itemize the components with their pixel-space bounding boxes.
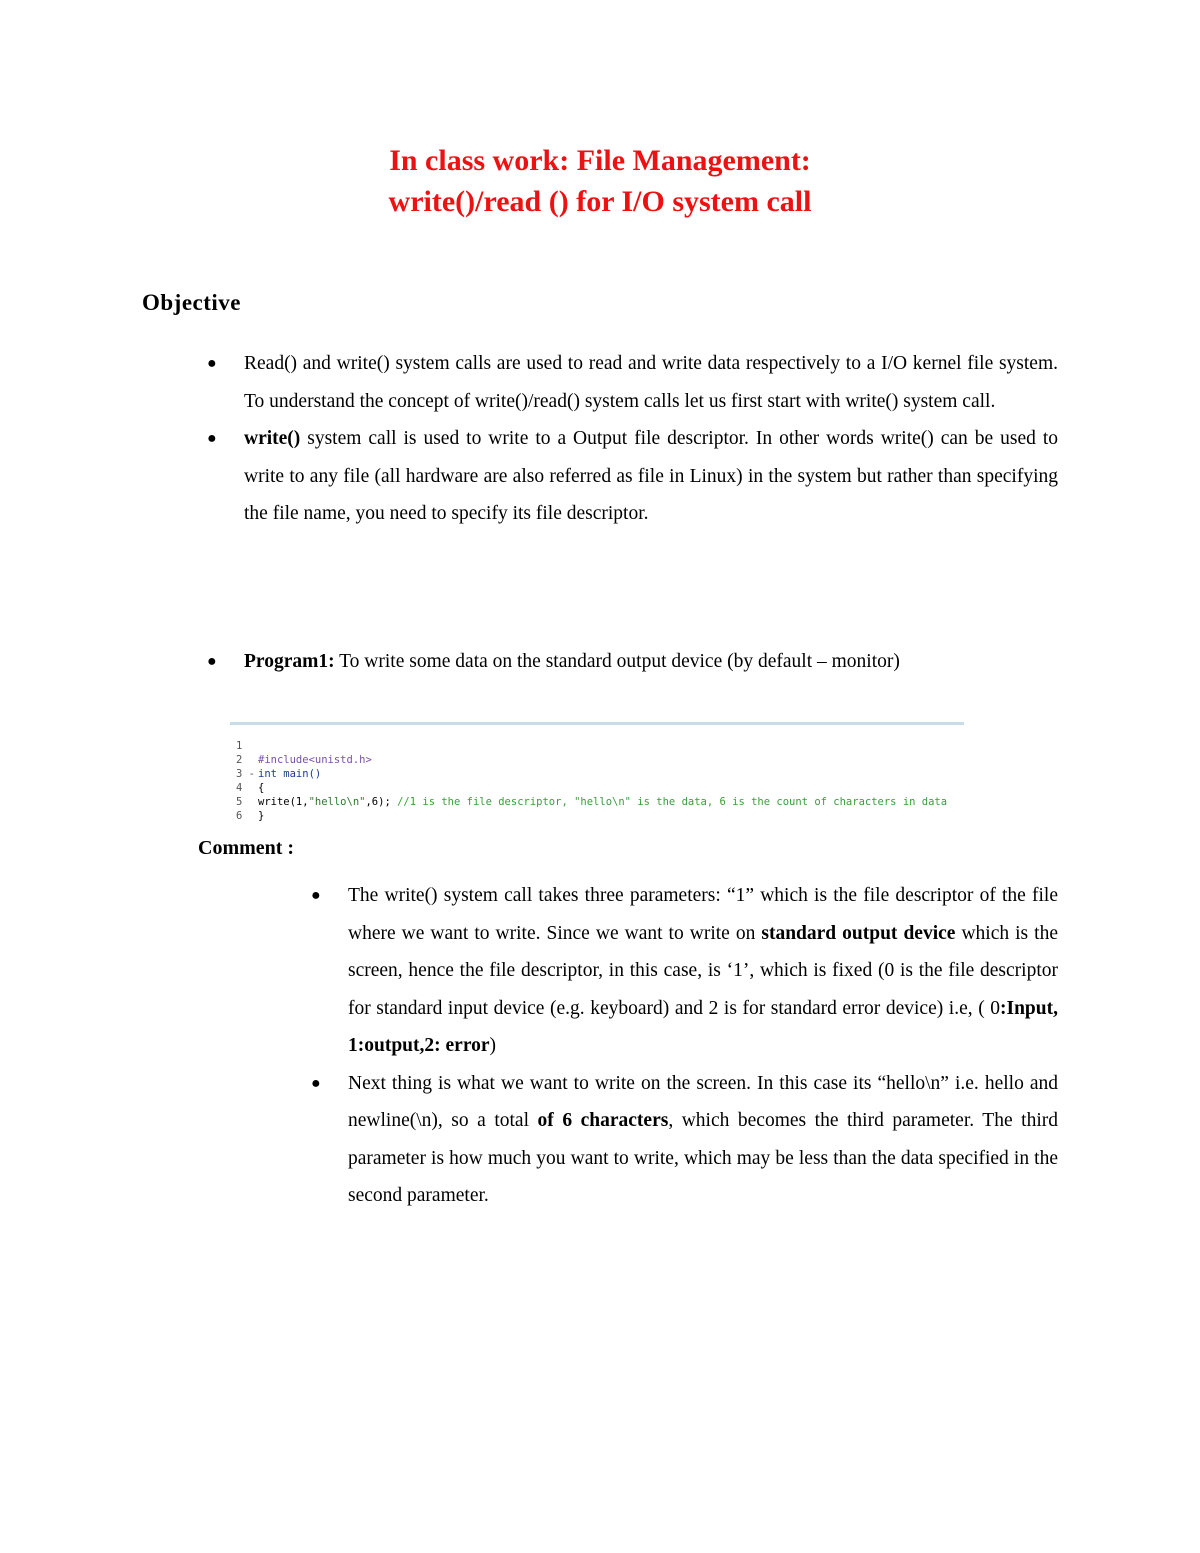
line-number: 6 xyxy=(236,810,243,822)
code-line xyxy=(230,767,964,808)
code-line xyxy=(230,725,964,766)
objective-bullet-1-text: Read() and write() system calls are used to read and write data respectively to a I/O kernel file system. To understand the concept of write()/read() system calls let us first start with write() system call. xyxy=(244,353,1058,412)
fd-mapping-bold: :Input, 1:output,2: error xyxy=(348,997,1058,1056)
code-text: } xyxy=(258,810,265,822)
six-characters-bold: of 6 characters xyxy=(537,1110,669,1131)
write-keyword: write() xyxy=(244,428,301,449)
bullet-icon: ● xyxy=(207,430,217,447)
bullet-icon: ● xyxy=(311,887,321,904)
comment-text: ) xyxy=(489,1035,497,1056)
bullet-icon: ● xyxy=(207,355,217,372)
objective-list xyxy=(207,345,1058,533)
code-comment: //1 is the file descriptor, "hello\n" is the data, 6 is the count of characters in data xyxy=(397,796,948,808)
comment-text: , which becomes the third parameter. The third parameter is how much you want to write, which may be less than the data specified in the second parameter. xyxy=(348,1110,1058,1206)
code-args: ,6); xyxy=(365,796,398,808)
code-text: #include<unistd.h> xyxy=(258,754,372,766)
list-item xyxy=(311,877,1058,1065)
line-number: 4 xyxy=(236,782,243,794)
comment-text: which is the screen, hence the file descriptor, in this case, is ‘1’, which is fixed (0 is the file descriptor for standard input device (e.g. keyboard) and 2 is for standard error device) i.e, ( 0 xyxy=(348,922,1058,1019)
comment-text: Next thing is what we want to write on the screen. In this case its “hello\n” i.e. hello and newline(\n), so a total xyxy=(348,1072,1058,1131)
list-item xyxy=(207,345,1058,420)
line-number: 5 xyxy=(236,796,243,808)
code-text: { xyxy=(258,782,265,794)
program-list xyxy=(207,643,1058,681)
list-item xyxy=(311,1065,1058,1215)
line-number: 3 - xyxy=(236,768,255,780)
objective-bullet-2-text: system call is used to write to a Output file descriptor. In other words write() can be used to write to any file (all hardware are also referred as file in Linux) in the system but rather than specifying the file name, you need to specify its file descriptor. xyxy=(244,428,1058,524)
program1-label: Program1: xyxy=(244,651,335,672)
code-line xyxy=(230,795,964,822)
code-text: int main() xyxy=(258,768,322,780)
bullet-icon: ● xyxy=(311,1074,321,1092)
title-line-1: In class work: File Management: xyxy=(389,144,811,177)
comment-label: Comment : xyxy=(198,837,295,859)
code-string: "hello\n" xyxy=(308,796,366,808)
objective-heading: Objective xyxy=(142,290,242,315)
document-title xyxy=(0,140,1200,222)
comment-text: The write() system call takes three parameters: “1” which is the file descriptor of the file where we want to write. Since we want to write on xyxy=(348,885,1058,944)
standard-output-device-bold: standard output device xyxy=(761,922,956,944)
comment-list xyxy=(311,877,1058,1215)
line-number: 1 xyxy=(236,740,243,752)
program1-text: To write some data on the standard output device (by default – monitor) xyxy=(334,651,900,672)
line-number: 2 xyxy=(236,754,243,766)
list-item xyxy=(207,420,1058,533)
code-screenshot xyxy=(230,722,964,822)
title-line-2: write()/read () for I/O system call xyxy=(388,185,812,218)
list-item xyxy=(207,643,1058,681)
bullet-icon: ● xyxy=(207,653,217,670)
code-function: write(1, xyxy=(258,796,309,808)
